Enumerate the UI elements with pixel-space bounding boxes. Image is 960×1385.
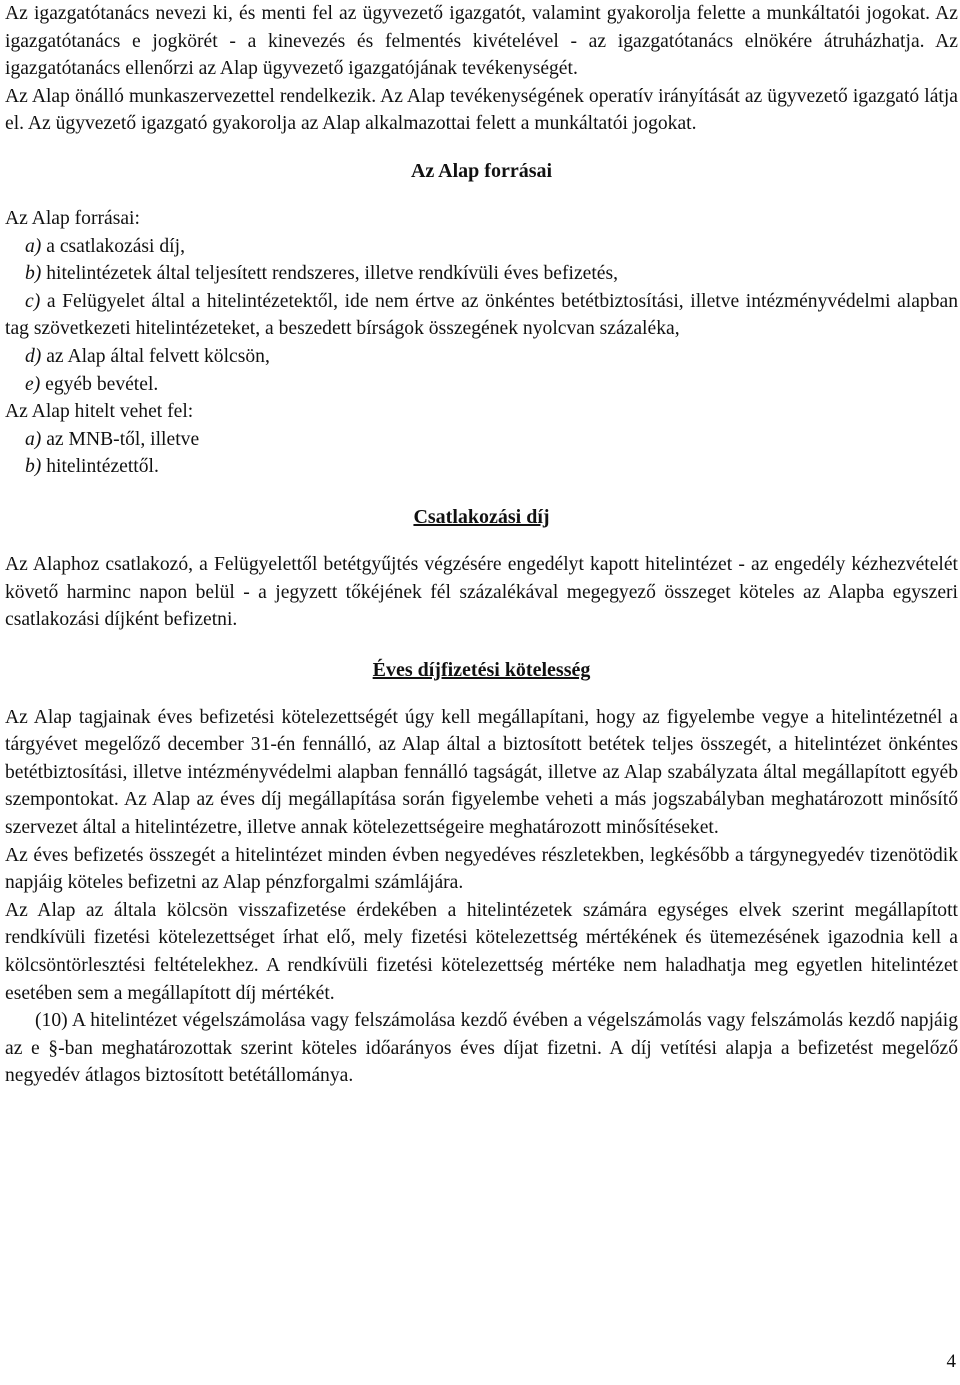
item-text: a csatlakozási díj, — [46, 235, 185, 257]
item-text: a Felügyelet által a hitelintézetektől, ide nem értve az önkéntes betétbiztosítási, illetve intézményvédelmi alapban tag szövetkezeti hitelintézeteket, a beszedett bírságok összegének nyolcvan százaléka, — [5, 290, 959, 340]
credit-item-b — [5, 453, 958, 481]
credit-item-a — [5, 426, 958, 454]
credit-list — [5, 426, 958, 481]
annual-fee-paragraph-4: (10) A hitelintézet végelszámolása vagy felszámolása kezdő évében a végelszámolás vagy felszámolás kezdő napjáig az e §-ban meghatározottak szerint köteles időarányos éves díjat fizetni. A díj vetítési alapja a befizetést megelőző negyedév átlagos biztosított betétállománya. — [5, 1010, 958, 1087]
sources-list — [5, 233, 958, 399]
sources-item-e — [5, 371, 958, 399]
item-marker: d) — [25, 345, 42, 367]
intro-paragraph-2: Az Alap önálló munkaszervezettel rendelkezik. Az Alap tevékenységének operatív irányítását az ügyvezető igazgató látja el. Az ügyvezető igazgató gyakorolja az Alap alkalmazottai felett a munkáltatói jogokat. — [5, 85, 958, 135]
item-text: egyéb bevétel. — [45, 373, 159, 395]
sources-item-a — [5, 233, 958, 261]
item-marker: b) — [25, 263, 42, 285]
item-text: az MNB-től, illetve — [46, 428, 200, 450]
sources-item-c — [5, 288, 958, 343]
intro-paragraph-1: Az igazgatótanács nevezi ki, és menti fel az ügyvezető igazgatót, valamint gyakorolja felette a munkáltatói jogokat. Az igazgatótanács e jogkörét - a kinevezés és felmentés kivételével - az igazgatótanács elnökére átruházhatja. Az igazgatótanács ellenőrzi az Alap ügyvezető igazgatójának tevékenységét. — [5, 3, 958, 80]
annual-fee-paragraph-2: Az éves befizetés összegét a hitelintézet minden évben negyedéves részletekben, legkésőbb a tárgynegyedév tizenötödik napjáig köteles befizetni az Alap pénzforgalmi számlájára. — [5, 844, 958, 894]
page-number: 4 — [946, 1351, 956, 1372]
item-text: hitelintézettől. — [46, 456, 159, 478]
heading-connection-fee: Csatlakozási díj — [413, 505, 550, 528]
document-page — [5, 0, 958, 1090]
heading-sources: Az Alap forrásai — [410, 159, 553, 182]
item-text: hitelintézetek által teljesített rendszeres, illetve rendkívüli éves befizetés, — [46, 263, 619, 285]
credit-lead: Az Alap hitelt vehet fel: — [5, 401, 194, 423]
item-marker: a) — [25, 428, 42, 450]
sources-item-d — [5, 343, 958, 371]
sources-lead: Az Alap forrásai: — [5, 207, 140, 229]
annual-fee-paragraph-3: Az Alap az általa kölcsön visszafizetése érdekében a hitelintézetek számára egységes elvek szerint megállapított rendkívüli fizetési kötelezettséget írhat elő, mely fizetési kötelezettség mértékének és ütemezésének igazodnia kell a kölcsöntörlesztési feltételekhez. A rendkívüli fizetési kötelezettség mértéke nem haladhatja meg egyetlen hitelintézet esetében sem a megállapított díj mértékét. — [5, 899, 958, 1004]
item-marker: c) — [25, 290, 41, 312]
connection-fee-paragraph: Az Alaphoz csatlakozó, a Felügyelettől betétgyűjtés végzésére engedélyt kapott hitelintézet - az engedély kézhezvételét követő harminc napon belül - a jegyzett tőkéjének fél százalékával megegyező összeget köteles az Alapba egyszeri csatlakozási díjként befizetni. — [5, 553, 958, 631]
sources-item-b — [5, 260, 958, 288]
item-marker: b) — [25, 456, 42, 478]
annual-fee-paragraph-1: Az Alap tagjainak éves befizetési kötelezettségét úgy kell megállapítani, hogy az figyelembe vegye a hitelintézetnél a tárgyévet megelőző december 31-én fennálló, az Alap által a biztosított betétek teljes összegét, a hitelintézet önkéntes betétbiztosítási, illetve intézményvédelmi alapban fennálló tagságát, illetve az Alap szabályzata által megállapított egyéb szempontokat. Az Alap az éves díj megállapítása során figyelembe veheti a más jogszabályban meghatározott minősítő szervezet által a hitelintézetre, illetve annak kötelezettségeire meghatározott minősítéseket. — [5, 706, 958, 839]
item-text: az Alap által felvett kölcsön, — [46, 345, 270, 367]
item-marker: e) — [25, 373, 41, 395]
heading-annual-fee: Éves díjfizetési kötelesség — [372, 658, 591, 681]
item-marker: a) — [25, 235, 42, 257]
